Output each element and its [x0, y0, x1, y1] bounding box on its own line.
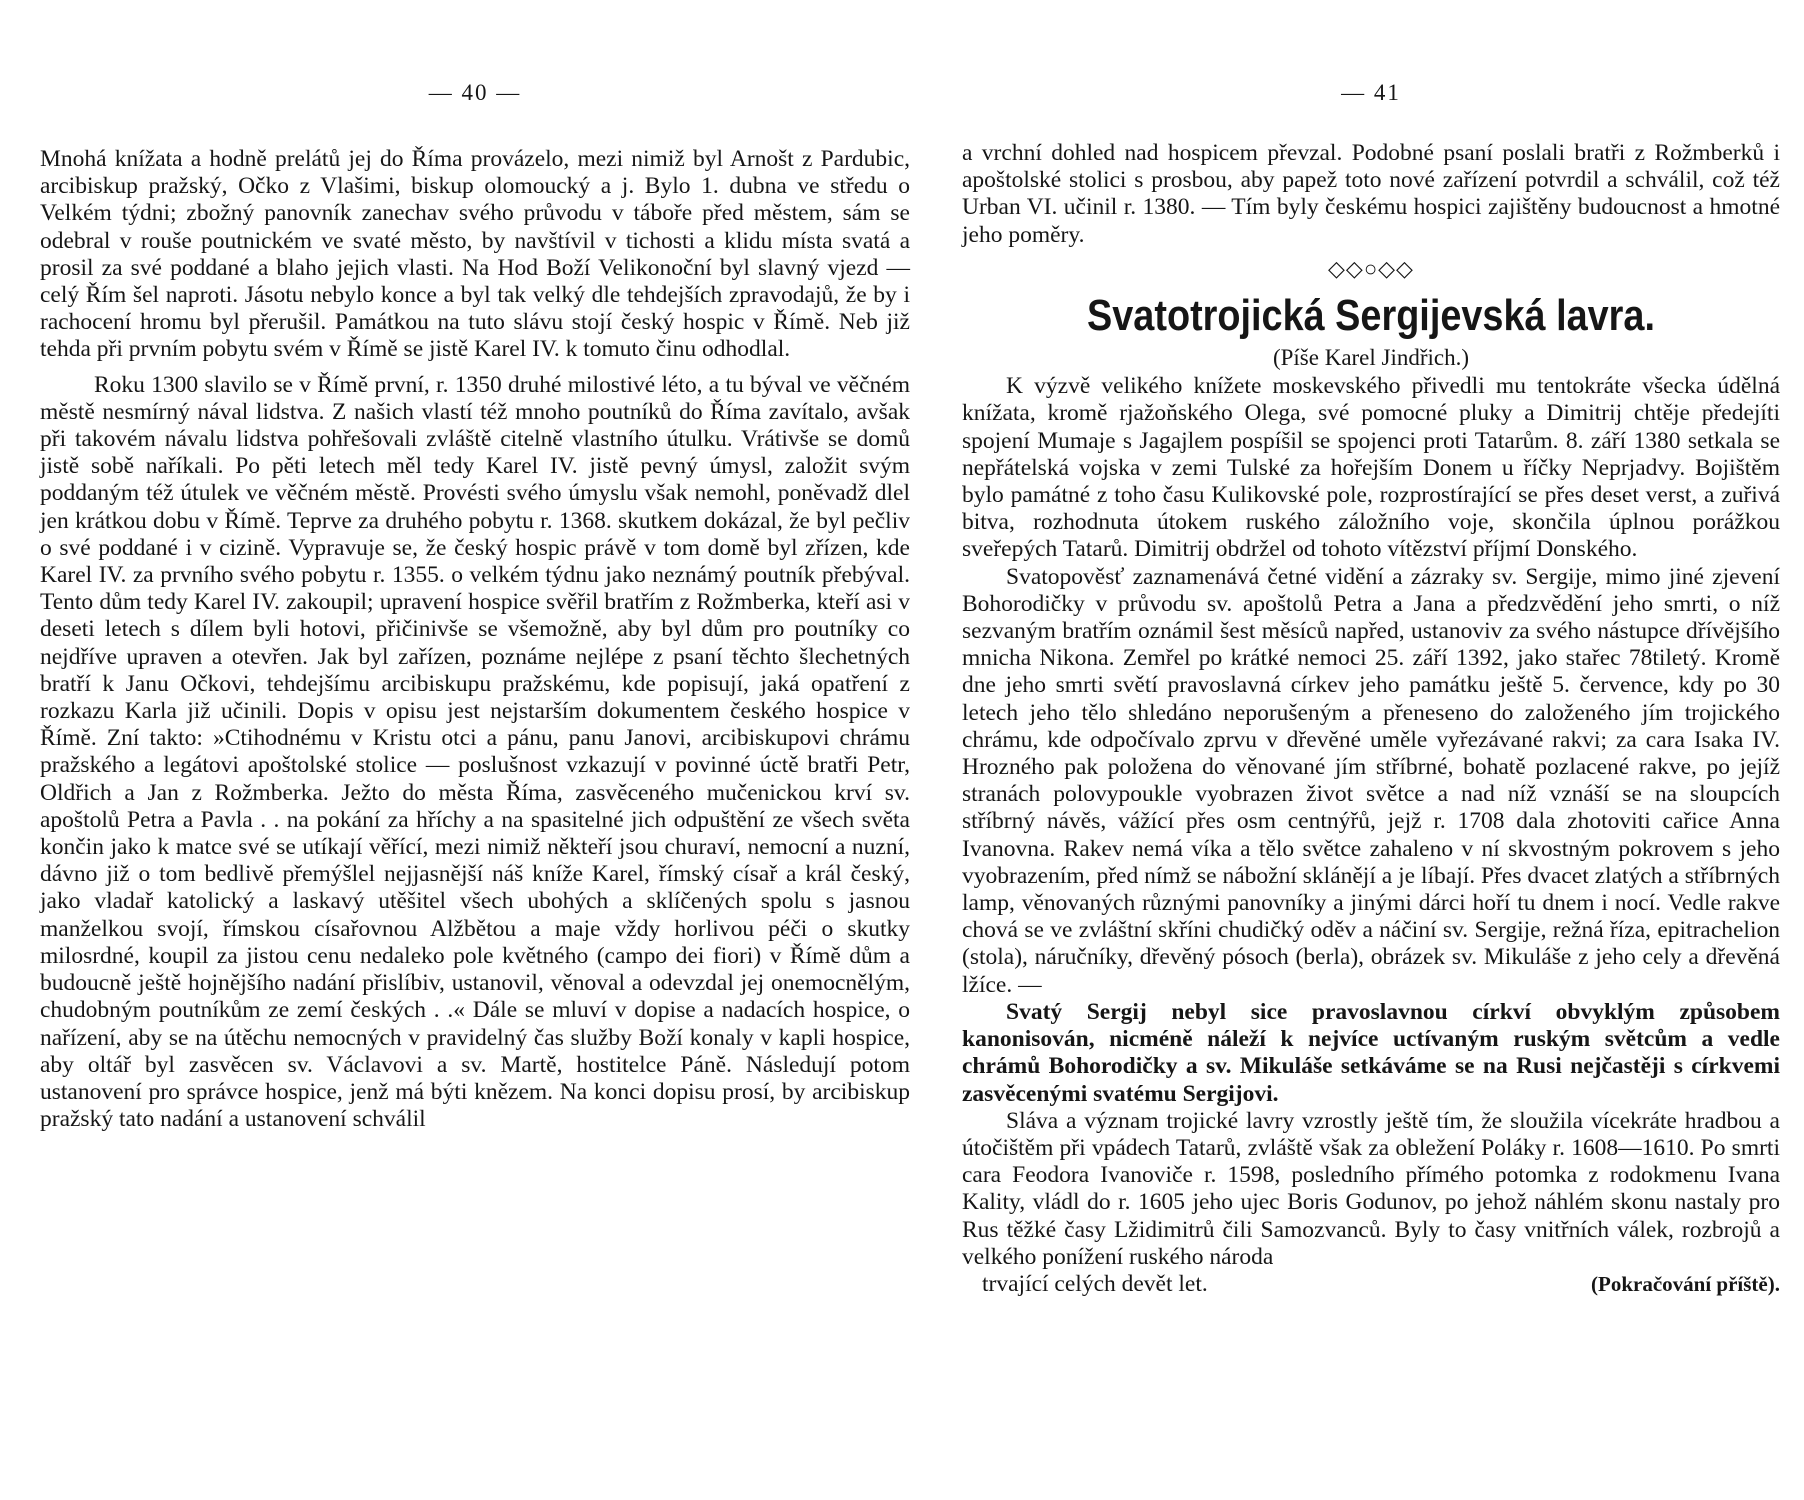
right-page-text	[962, 140, 1780, 1298]
paragraph: Sláva a význam trojické lavry vzrostly ještě tím, že sloužila vícekráte hradbou a útočištěm při vpádech Tatarů, zvláště však za obležení Poláky r. 1608—1610. Po smrti cara Feodora Ivanoviče r. 1598, posledního přímého potomka z rodokmenu Ivana Kality, vládl do r. 1605 jeho ujec Boris Godunov, po jehož náhlém skonu nastaly pro Rus těžké časy Lžidimitrů čili Samozvanců. Byly to časy vnitřních válek, rozbrojů a velkého ponížení ruského národa	[962, 1107, 1780, 1270]
section-divider-ornament: ◇◇○◇◇	[1328, 255, 1414, 281]
left-page-text	[40, 146, 910, 1133]
closing-line	[962, 1271, 1780, 1298]
paragraph-bold: Svatopověsť zaznamenává četné vidění a zázraky sv. Sergije, mimo jiné zjevení Bohorodičky v průvodu sv. apoštolů Petra a Jana a předzvědění jeho smrti, o níž sezvaným bratřím oznámil šest měsíců napřed, ustanoviv za svého nástupce dřívějšího mnicha Nikona. Zemřel po krátké nemoci 25. září 1392, jako stařec 78tiletý. Kromě dne jeho smrti světí pravoslavná církev jeho památku ještě 5. července, kdy po 30 letech jeho tělo shledáno neporušeným a přeneseno do založeného jím trojického chrámu, kde odpočívalo zprvu v dřevěné uměle vyřezávané rakvi; za cara Isaka IV. Hrozného pak položena do věnované jím stříbrné, bohatě pozlacené rakve, po jejíž stranách polovypoukle vyobrazen život světce a nad níž vznáší se na sloupcích stříbrný návěs, vážící přes osm centnýřů, jejž r. 1708 dala zhotoviti cařice Anna Ivanovna. Rakev nemá víka a tělo světce zahaleno v ní skvostným pokrovem s jeho vyobrazením, před nímž se nábožní sklánějí a je líbají. Přes dvacet zlatých a stříbrných lamp, věnovaných různými panovníky a jinými dárci hoří tu dnem i nocí. Vedle rakve chová se ve zvláštní skříni chudičký oděv a náčiní sv. Sergije, režná říza, epitrachelion (stola), náručníky, dřevěný pósoch (berla), obrázek sv. Mikuláše z jeho cely a dřevěná lžíce. —	[962, 563, 1780, 998]
page-number-right: — 41	[1341, 80, 1401, 105]
page-number-left: — 40 —	[428, 80, 522, 105]
article-title: Svatotrojická Sergijevská lavra.	[1087, 291, 1655, 341]
closing-text: trvající celých devět let.	[982, 1270, 1208, 1297]
continuation-note: (Pokračování příště).	[1591, 1271, 1780, 1296]
paragraph: K výzvě velikého knížete moskevského přivedli mu tentokráte všecka údělná knížata, kromě rjažoňského Olega, své pomocné pluky a Dimitrij chtěje předejíti spojení Mumaje s Jagajlem pospíšil se spojenci proti Tatarům. 8. září 1380 setkala se nepřátelská vojska v zemi Tulské za hořejším Donem u říčky Neprjadvy. Bojištěm bylo památné z toho času Kulikovské pole, rozprostírající se přes deset verst, a zuřivá bitva, rozhodnuta útokem ruského záložního voje, skončila úplnou porážkou sveřepých Tatarů. Dimitrij obdržel od tohoto vítězství příjmí Donského.	[962, 373, 1780, 563]
continued-paragraph: a vrchní dohled nad hospicem převzal. Podobné psaní poslali bratři z Rožmberků i apoštolské stolici s prosbou, aby papež toto nové zařízení potvrdil a schválil, což též Urban VI. učinil r. 1380. — Tím byly českému hospici zajištěny budoucnost a hmotné jeho poměry.	[962, 140, 1780, 248]
right-page	[962, 0, 1780, 1500]
paragraph: Svatý Sergij nebyl sice pravoslavnou církví obvyklým způsobem kanonisován, nicméně náleží k nejvíce uctívaným ruským světcům a vedle chrámů Bohorodičky a sv. Mikuláše setkáváme se na Rusi nejčastěji s církvemi zasvěcenými svatému Sergijovi.	[962, 998, 1780, 1107]
left-page	[40, 0, 910, 1500]
article-byline: (Píše Karel Jindřich.)	[1272, 345, 1470, 371]
paragraph: Mnohá knížata a hodně prelátů jej do Říma provázelo, mezi nimiž byl Arnošt z Pardubic, arcibiskup pražský, Očko z Vlašimi, biskup olomoucký a j. Bylo 1. dubna ve středu o Velkém týdni; zbožný panovník zanechav svého průvodu v táboře před městem, sám se odebral v rouše poutnickém ve svaté město, by navštívil v tichosti a klidu místa svatá a prosil za své poddané a blaho jejich vlasti. Na Hod Boží Velikonoční byl slavný vjezd — celý Řím šel naproti. Jásotu nebylo konce a byl tak velký dle tehdejších zpravodajů, že by i rachocení hromu byl přerušil. Památkou na tuto slávu stojí český hospic v Římě. Neb již tehda při prvním pobytu svém v Římě se jistě Karel IV. k tomuto činu odhodlal.	[40, 146, 910, 363]
paragraph: Roku 1300 slavilo se v Římě první, r. 1350 druhé milostivé léto, a tu býval ve věčném městě nesmírný nával lidstva. Z našich vlastí též mnoho poutníků do Říma zavítalo, avšak při takovém návalu lidstva pohřešovali zvláště citelně vlastního útulku. Vrátivše se domů jistě sobě naříkali. Po pěti letech měl tedy Karel IV. jistě pevný úmysl, založit svým poddaným též útulek ve věčném městě. Provésti svého úmyslu však nemohl, poněvadž dlel jen krátkou dobu v Římě. Teprve za druhého pobytu r. 1368. skutkem dokázal, že byl pečliv o své poddané i v cizině. Vypravuje se, že český hospic právě v tom domě byl zřízen, kde Karel IV. za prvního svého pobytu r. 1355. o velkém týdnu jako neznámý poutník přebýval. Tento dům tedy Karel IV. zakoupil; upravení hospice svěřil bratřím z Rožmberka, kteří asi v deseti letech s dílem byli hotovi, přičinivše se všemožně, aby byl dům pro poutníky co nejdříve upraven a otevřen. Jak byl zařízen, poznáme nejlépe z psaní těchto šlechetných bratří k Janu Očkovi, tehdejšímu arcibiskupu pražskému, kde popisují, jaká opatření z rozkazu Karla již učinili. Dopis v opisu jest nejstarším dokumentem českého hospice v Římě. Zní takto: »Ctihodnému v Kristu otci a pánu, panu Janovi, arcibiskupovi chrámu pražského a legátovi apoštolské stolice — poslušnost vzkazují v povinné úctě bratři Petr, Oldřich a Jan z Rožmberka. Ježto do města Říma, zasvěceného mučenickou krví sv. apoštolů Petra a Pavla . . na pokání za hříchy a na spasitelné jich odpuštění ze všech světa končin jako k matce své se utíkají věřící, mezi nimiž někteří jsou churaví, nemocní a nuzní, dávno již o tom bedlivě přemýšlel nejjasnější náš kníže Karel, římský císař a král český, jako vladař katolický a laskavý utěšitel všech ubohých a sklíčených spolu s jasnou manželkou svojí, římskou císařovnou Alžbětou a maje vždy horlivou péči o skutky milosrdné, koupil za jistou cenu nedaleko pole květného (campo dei fiori) v Římě dům a budoucně ještě hojnějšího nadání přislíbiv, ustanovil, věnoval a odevzdal jej onemocnělým, chudobným poutníkům ze zemí českých . .« Dále se mluví v dopise a nadacích hospice, o nařízení, aby se na útěchu nemocných v pravidelný čas služby Boží konaly v kapli hospice, aby oltář byl zasvěcen sv. Václavovi a sv. Martě, hostitelce Páně. Následují potom ustanovení pro správce hospice, jenž má býti knězem. Na konci dopisu prosí, by arcibiskup pražský tato nadání a ustanovení schválil	[40, 371, 910, 1133]
